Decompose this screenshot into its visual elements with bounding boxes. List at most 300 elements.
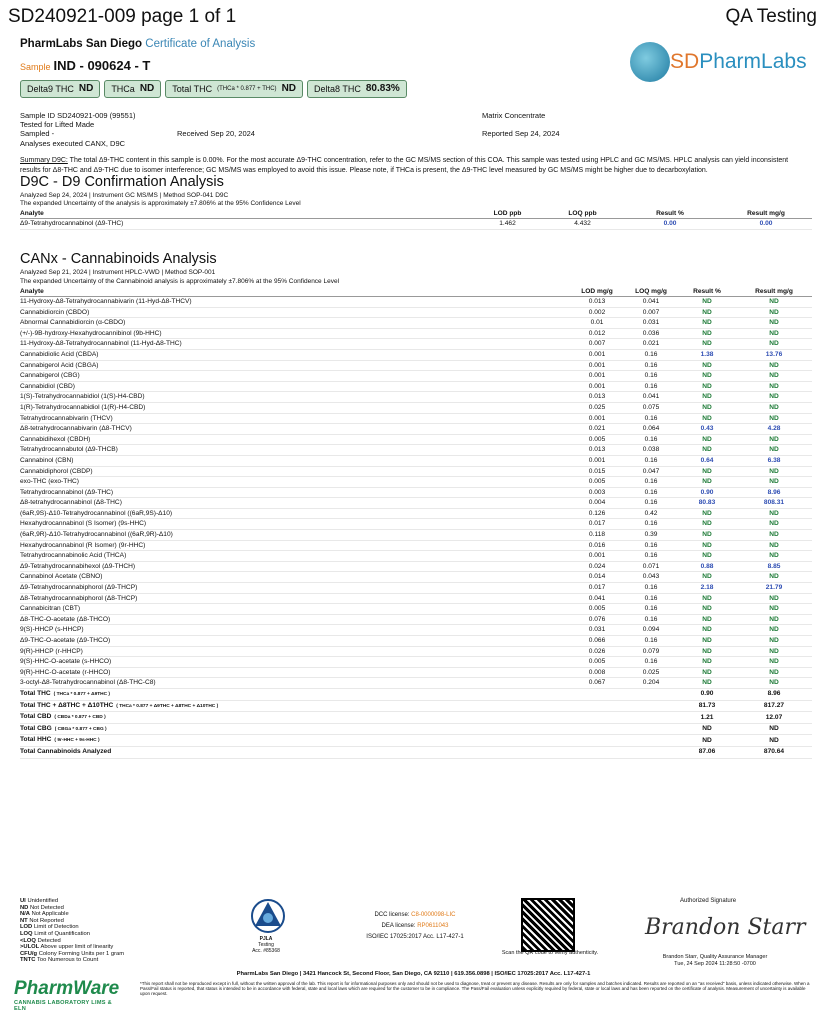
loq-value: 0.16 bbox=[624, 614, 678, 625]
signature: Brandon Starr bbox=[645, 915, 806, 940]
result-pct: ND bbox=[678, 625, 736, 636]
analyte-name: Cannabidiol (CBD) bbox=[20, 381, 570, 392]
result-pct: 0.00 bbox=[620, 219, 720, 230]
lod-value: 0.017 bbox=[570, 519, 624, 530]
result-pct: ND bbox=[678, 371, 736, 382]
lod-value: 0.007 bbox=[570, 339, 624, 350]
analyte-name: Tetrahydrocannabivarin (THCV) bbox=[20, 413, 570, 424]
sampled-field: Sampled - bbox=[20, 129, 55, 138]
analyte-name: Δ9-Tetrahydrocannabiphorol (Δ9-THCP) bbox=[20, 583, 570, 594]
analyte-name: Δ9-THC-O-acetate (Δ9-THCO) bbox=[20, 636, 570, 647]
legend-meaning: Not Detected bbox=[30, 904, 64, 911]
analyte-name: Cannabicitran (CBT) bbox=[20, 604, 570, 615]
result-pct: 0.64 bbox=[678, 455, 736, 466]
analyte-name: Hexahydrocannabinol (S Isomer) (9s-HHC) bbox=[20, 519, 570, 530]
analyte-name: Cannabidiorcin (CBDO) bbox=[20, 307, 570, 318]
col-result-pct: Result % bbox=[678, 287, 736, 297]
loq-value: 0.047 bbox=[624, 466, 678, 477]
table-row bbox=[20, 297, 812, 308]
lod-value: 0.01 bbox=[570, 318, 624, 329]
analyte-name: Cannabidihexol (CBDH) bbox=[20, 434, 570, 445]
table-row bbox=[20, 646, 812, 657]
loq-value: 0.16 bbox=[624, 455, 678, 466]
loq-value: 0.043 bbox=[624, 572, 678, 583]
loq-value: 0.025 bbox=[624, 667, 678, 678]
canx-body bbox=[20, 297, 812, 759]
result-mg: ND bbox=[736, 636, 812, 647]
result-pct: ND bbox=[678, 657, 736, 668]
matrix-field: Matrix Concentrate bbox=[482, 111, 546, 120]
total-mg: ND bbox=[736, 723, 812, 735]
lod-value: 0.013 bbox=[570, 392, 624, 403]
signer-name: Brandon Starr, Quality Assurance Manager bbox=[662, 954, 768, 960]
lod-value: 0.076 bbox=[570, 614, 624, 625]
analyte-name: (6aR,9R)-Δ10-Tetrahydrocannabinol ((6aR,9R)-Δ10) bbox=[20, 530, 570, 541]
result-mg: ND bbox=[736, 572, 812, 583]
loq-value: 0.021 bbox=[624, 339, 678, 350]
loq-value: 0.071 bbox=[624, 561, 678, 572]
result-mg: ND bbox=[736, 678, 812, 689]
legend-meaning: Above upper limit of linearity bbox=[40, 944, 114, 951]
reported-field: Reported Sep 24, 2024 bbox=[482, 129, 560, 138]
pharmware-name: PharmWare bbox=[14, 978, 120, 999]
pjla-accreditation-icon bbox=[243, 898, 293, 934]
iso-accreditation: ISO/IEC 17025:2017 Acc. L17-427-1 bbox=[366, 934, 464, 940]
col-result-mg: Result mg/g bbox=[720, 209, 812, 219]
result-mg: ND bbox=[736, 434, 812, 445]
table-row bbox=[20, 678, 812, 689]
lod-value: 0.001 bbox=[570, 455, 624, 466]
legend-abbr: LOQ bbox=[20, 930, 33, 937]
analyte-name: Cannabinol Acetate (CBNO) bbox=[20, 572, 570, 583]
total-formula: ( CBGa * 0.877 + CBG ) bbox=[54, 726, 107, 732]
legend-item bbox=[20, 918, 124, 925]
loq-value: 0.16 bbox=[624, 604, 678, 615]
result-pct: ND bbox=[678, 339, 736, 350]
analyte-name: (+/-)-9B-hydroxy-Hexahydrocannibinol (9b-HHC) bbox=[20, 328, 570, 339]
sample-prefix: Sample bbox=[20, 62, 51, 72]
analyte-name: Hexahydrocannabinol (R Isomer) (9r-HHC) bbox=[20, 540, 570, 551]
lod-value: 0.025 bbox=[570, 402, 624, 413]
analyte-name: 9(R)-HHC-O-acetate (r-HHCO) bbox=[20, 667, 570, 678]
d9c-title: D9C - D9 Confirmation Analysis bbox=[20, 174, 224, 190]
legend-abbr: LOD bbox=[20, 924, 33, 931]
result-mg: ND bbox=[736, 614, 812, 625]
result-mg: ND bbox=[736, 657, 812, 668]
loq-value: 0.064 bbox=[624, 424, 678, 435]
table-row bbox=[20, 657, 812, 668]
lod-value: 0.001 bbox=[570, 551, 624, 562]
result-mg: 8.85 bbox=[736, 561, 812, 572]
total-row bbox=[20, 700, 812, 712]
loq-value: 0.16 bbox=[624, 519, 678, 530]
d9c-meta: Analyzed Sep 24, 2024 | Instrument GC MS/MS | Method SOP-041 D9C bbox=[20, 192, 229, 199]
result-mg: ND bbox=[736, 328, 812, 339]
result-pct: ND bbox=[678, 307, 736, 318]
sample-id: IND - 090624 - T bbox=[53, 58, 151, 73]
badge-label: Delta8 THC bbox=[314, 84, 361, 94]
col-result-mg: Result mg/g bbox=[736, 287, 812, 297]
lab-title bbox=[20, 38, 255, 50]
loq-value: 0.075 bbox=[624, 402, 678, 413]
analyte-name: Tetrahydrocannabinolic Acid (THCA) bbox=[20, 551, 570, 562]
loq-value: 0.42 bbox=[624, 508, 678, 519]
summary-badges bbox=[20, 80, 407, 98]
lod-value: 0.013 bbox=[570, 445, 624, 456]
result-pct: ND bbox=[678, 604, 736, 615]
lod-value: 0.005 bbox=[570, 434, 624, 445]
loq-value: 0.16 bbox=[624, 583, 678, 594]
table-row bbox=[20, 339, 812, 350]
result-pct: ND bbox=[678, 402, 736, 413]
analyte-name: Cannabinol (CBN) bbox=[20, 455, 570, 466]
result-pct: 2.18 bbox=[678, 583, 736, 594]
pjla-sub: Testing bbox=[258, 942, 274, 948]
total-mg: 8.96 bbox=[736, 688, 812, 700]
legend-item bbox=[20, 938, 124, 945]
analyte-name: Tetrahydrocannabinol (Δ9-THC) bbox=[20, 487, 570, 498]
legend-item bbox=[20, 905, 124, 912]
result-pct: ND bbox=[678, 297, 736, 308]
result-mg: ND bbox=[736, 307, 812, 318]
table-row bbox=[20, 466, 812, 477]
result-pct: ND bbox=[678, 519, 736, 530]
total-row bbox=[20, 735, 812, 747]
sample-id-field: Sample ID SD240921-009 (99551) bbox=[20, 111, 136, 120]
lod-value: 0.026 bbox=[570, 646, 624, 657]
table-row bbox=[20, 498, 812, 509]
result-pct: ND bbox=[678, 328, 736, 339]
badge-label: THCa bbox=[111, 84, 135, 94]
lod-value: 0.005 bbox=[570, 657, 624, 668]
loq-value: 0.16 bbox=[624, 636, 678, 647]
loq-value: 0.204 bbox=[624, 678, 678, 689]
globe-icon bbox=[630, 42, 670, 82]
legend-meaning: Limit of Quantification bbox=[34, 930, 90, 937]
signer-block bbox=[640, 954, 790, 968]
loq-value: 0.39 bbox=[624, 530, 678, 541]
badge-thca bbox=[104, 80, 161, 98]
legend-abbr: UI bbox=[20, 898, 26, 904]
legend-abbr: CFU/g bbox=[20, 950, 38, 957]
result-pct: ND bbox=[678, 530, 736, 541]
result-mg: ND bbox=[736, 392, 812, 403]
tested-for-field: Tested for Lifted Made bbox=[20, 120, 95, 129]
result-pct: ND bbox=[678, 413, 736, 424]
loq-value: 4.432 bbox=[545, 219, 620, 230]
result-mg: ND bbox=[736, 593, 812, 604]
col-loq: LOQ ppb bbox=[545, 209, 620, 219]
canx-uncertainty: The expanded Uncertainty of the Cannabinoid analysis is approximately ±7.806% at the 95% Confidence Level bbox=[20, 278, 340, 285]
table-row bbox=[20, 508, 812, 519]
total-name bbox=[20, 700, 570, 712]
table-row bbox=[20, 445, 812, 456]
result-pct: 0.88 bbox=[678, 561, 736, 572]
loq-value: 0.16 bbox=[624, 381, 678, 392]
canx-title: CANx - Cannabinoids Analysis bbox=[20, 251, 217, 267]
result-pct: ND bbox=[678, 678, 736, 689]
loq-value: 0.16 bbox=[624, 487, 678, 498]
lod-value: 0.021 bbox=[570, 424, 624, 435]
badge-value: ND bbox=[78, 83, 94, 94]
analyte-name: exo-THC (exo-THC) bbox=[20, 477, 570, 488]
analyte-name: Abnormal Cannabidiorcin (α-CBDO) bbox=[20, 318, 570, 329]
doc-type: Certificate of Analysis bbox=[145, 38, 256, 50]
legend-meaning: Unidentified bbox=[27, 898, 59, 904]
lod-value: 0.126 bbox=[570, 508, 624, 519]
loq-value: 0.041 bbox=[624, 297, 678, 308]
pjla-label bbox=[243, 936, 289, 954]
total-mg: 870.64 bbox=[736, 746, 812, 758]
legend-abbr: N/A bbox=[20, 911, 30, 918]
result-pct: ND bbox=[678, 434, 736, 445]
total-row bbox=[20, 723, 812, 735]
result-mg: ND bbox=[736, 477, 812, 488]
table-row bbox=[20, 307, 812, 318]
summary-d9c bbox=[20, 156, 810, 175]
loq-value: 0.16 bbox=[624, 551, 678, 562]
analyte-name: 9(S)-HHCP (s-HHCP) bbox=[20, 625, 570, 636]
table-row bbox=[20, 434, 812, 445]
lod-value: 0.002 bbox=[570, 307, 624, 318]
qr-code-icon[interactable] bbox=[521, 898, 575, 952]
result-mg: ND bbox=[736, 625, 812, 636]
table-row bbox=[20, 360, 812, 371]
table-row bbox=[20, 219, 812, 230]
total-pct: 87.06 bbox=[678, 746, 736, 758]
result-mg: 6.38 bbox=[736, 455, 812, 466]
total-pct: 81.73 bbox=[678, 700, 736, 712]
table-row bbox=[20, 424, 812, 435]
legend-item bbox=[20, 911, 124, 918]
footer-address: PharmLabs San Diego | 3421 Hancock St, Second Floor, San Diego, CA 92110 | 619.356.0898 | ISO/IEC 17025:2017 Acc. L17-427-1 bbox=[236, 971, 591, 977]
loq-value: 0.16 bbox=[624, 477, 678, 488]
canx-table bbox=[20, 287, 812, 759]
badge-label: Delta9 THC bbox=[27, 84, 74, 94]
total-row bbox=[20, 746, 812, 758]
table-row bbox=[20, 636, 812, 647]
analyte-name: Cannabigerol (CBG) bbox=[20, 371, 570, 382]
pjla-name: PJLA bbox=[259, 936, 273, 942]
result-pct: ND bbox=[678, 360, 736, 371]
table-row bbox=[20, 318, 812, 329]
result-mg: ND bbox=[736, 318, 812, 329]
col-loq: LOQ mg/g bbox=[624, 287, 678, 297]
result-mg: 21.79 bbox=[736, 583, 812, 594]
lod-value: 0.024 bbox=[570, 561, 624, 572]
loq-value: 0.094 bbox=[624, 625, 678, 636]
total-label: Total CBD bbox=[20, 713, 52, 721]
analyte-name: Δ8-THC-O-acetate (Δ8-THCO) bbox=[20, 614, 570, 625]
table-row bbox=[20, 487, 812, 498]
col-lod: LOD mg/g bbox=[570, 287, 624, 297]
legend-meaning: Too Numerous to Count bbox=[36, 957, 99, 964]
result-pct: ND bbox=[678, 508, 736, 519]
abbreviation-legend bbox=[20, 898, 124, 964]
lod-value: 0.001 bbox=[570, 413, 624, 424]
analyte-name: 3-octyl-Δ8-Tetrahydrocannabinol (Δ8-THC-C8) bbox=[20, 678, 570, 689]
result-mg: 8.96 bbox=[736, 487, 812, 498]
received-field: Received Sep 20, 2024 bbox=[177, 129, 255, 138]
qa-testing-header: QA Testing bbox=[725, 6, 817, 27]
analyte-name: Cannabidiphorol (CBDP) bbox=[20, 466, 570, 477]
lod-value: 0.067 bbox=[570, 678, 624, 689]
analyte-name: (6aR,9S)-Δ10-Tetrahydrocannabinol ((6aR,9S)-Δ10) bbox=[20, 508, 570, 519]
lab-name: PharmLabs San Diego bbox=[20, 38, 143, 50]
total-row bbox=[20, 688, 812, 700]
result-pct: ND bbox=[678, 392, 736, 403]
badge-value: ND bbox=[281, 83, 297, 94]
signed-date: Tue, 24 Sep 2024 11:28:50 -0700 bbox=[674, 961, 756, 967]
qr-caption: Scan the QR code to verify authenticity. bbox=[501, 950, 599, 956]
pjla-acc: Acc. #85368 bbox=[252, 948, 280, 954]
total-label: Total THC + Δ8THC + Δ10THC bbox=[20, 701, 114, 709]
report-id-header: SD240921-009 page 1 of 1 bbox=[8, 6, 237, 27]
lod-value: 0.031 bbox=[570, 625, 624, 636]
result-mg: ND bbox=[736, 551, 812, 562]
loq-value: 0.16 bbox=[624, 413, 678, 424]
badge-delta9 bbox=[20, 80, 100, 98]
result-pct: ND bbox=[678, 318, 736, 329]
disclaimer: *This report shall not be reproduced except in full, without the written approval of the lab. This report is for informational purposes only and should not be used to diagnose, treat or prevent any disease. Results are only for samples and batches indicated. Results are reported on an "as received" basis, unless indicated otherwise. When a Pass/Fail status is reported, that status is intended to be in accordance with federal, state and local laws which are required for the customer to be in compliance. The Pass/Fail evaluation unless explicitly required by federal, state or local laws and has been reported on the certificate of analysis. Measurement of uncertainty is available upon request. bbox=[140, 981, 810, 996]
loq-value: 0.16 bbox=[624, 434, 678, 445]
sample-title bbox=[20, 58, 150, 73]
analyses-field: Analyses executed CANX, D9C bbox=[20, 139, 126, 148]
result-pct: ND bbox=[678, 551, 736, 562]
total-name bbox=[20, 735, 570, 747]
total-label: Total THC bbox=[20, 689, 51, 697]
canx-meta: Analyzed Sep 21, 2024 | Instrument HPLC-VWD | Method SOP-001 bbox=[20, 269, 216, 276]
legend-meaning: Detected bbox=[37, 937, 61, 944]
loq-value: 0.036 bbox=[624, 328, 678, 339]
table-row bbox=[20, 402, 812, 413]
lod-value: 0.003 bbox=[570, 487, 624, 498]
loq-value: 0.16 bbox=[624, 593, 678, 604]
dea-label: DEA license: bbox=[381, 923, 416, 929]
lod-value: 0.013 bbox=[570, 297, 624, 308]
loq-value: 0.16 bbox=[624, 540, 678, 551]
col-analyte: Analyte bbox=[20, 209, 470, 219]
loq-value: 0.16 bbox=[624, 360, 678, 371]
total-formula: ( 9r-HHC + 9s-HHC ) bbox=[54, 738, 100, 744]
total-formula: ( THCa * 0.877 + Δ9THC ) bbox=[53, 691, 111, 697]
legend-meaning: Colony Forming Units per 1 gram bbox=[38, 950, 125, 957]
result-pct: ND bbox=[678, 540, 736, 551]
result-mg: ND bbox=[736, 371, 812, 382]
result-mg: ND bbox=[736, 604, 812, 615]
result-mg: ND bbox=[736, 667, 812, 678]
table-row bbox=[20, 572, 812, 583]
analyte-name: 9(S)-HHC-O-acetate (s-HHCO) bbox=[20, 657, 570, 668]
d9c-table bbox=[20, 209, 812, 230]
table-row bbox=[20, 328, 812, 339]
table-row bbox=[20, 519, 812, 530]
result-mg: 808.31 bbox=[736, 498, 812, 509]
legend-item bbox=[20, 931, 124, 938]
table-row bbox=[20, 583, 812, 594]
table-row bbox=[20, 551, 812, 562]
result-mg: ND bbox=[736, 540, 812, 551]
analyte-name: Δ9-Tetrahydrocannabinol (Δ9-THC) bbox=[20, 219, 470, 230]
dcc-label: DCC license: bbox=[374, 912, 410, 918]
badge-total-thc bbox=[165, 80, 303, 98]
result-pct: ND bbox=[678, 667, 736, 678]
result-mg: ND bbox=[736, 402, 812, 413]
licenses bbox=[355, 910, 475, 943]
total-pct: ND bbox=[678, 723, 736, 735]
result-mg: ND bbox=[736, 339, 812, 350]
lod-value: 0.015 bbox=[570, 466, 624, 477]
total-label: Total HHC bbox=[20, 736, 52, 744]
result-pct: 1.38 bbox=[678, 349, 736, 360]
analyte-name: 11-Hydroxy-Δ8-Tetrahydrocannabivarin (11-Hyd-Δ8-THCV) bbox=[20, 297, 570, 308]
result-mg: ND bbox=[736, 413, 812, 424]
analyte-name: Cannabidiolic Acid (CBDA) bbox=[20, 349, 570, 360]
loq-value: 0.16 bbox=[624, 371, 678, 382]
logo-pharmlabs: PharmLabs bbox=[699, 50, 807, 73]
legend-meaning: Not Reported bbox=[29, 917, 64, 924]
logo-sd: SD bbox=[670, 50, 700, 73]
table-row bbox=[20, 530, 812, 541]
badge-value: ND bbox=[139, 83, 155, 94]
badge-formula: (THCa * 0.877 + THC) bbox=[217, 86, 277, 92]
total-mg: ND bbox=[736, 735, 812, 747]
analyte-name: Cannabigerol Acid (CBGA) bbox=[20, 360, 570, 371]
loq-value: 0.031 bbox=[624, 318, 678, 329]
analyte-name: Δ8-tetrahydrocannabivarin (Δ8-THCV) bbox=[20, 424, 570, 435]
legend-abbr: >ULOL bbox=[20, 944, 40, 951]
result-pct: ND bbox=[678, 477, 736, 488]
result-mg: ND bbox=[736, 445, 812, 456]
lod-value: 0.014 bbox=[570, 572, 624, 583]
loq-value: 0.041 bbox=[624, 392, 678, 403]
result-mg: ND bbox=[736, 381, 812, 392]
legend-item bbox=[20, 898, 124, 905]
legend-item bbox=[20, 944, 124, 951]
lod-value: 0.005 bbox=[570, 477, 624, 488]
total-label: Total Cannabinoids Analyzed bbox=[20, 747, 112, 755]
dea-license: RP0611043 bbox=[417, 923, 449, 929]
lod-value: 0.001 bbox=[570, 349, 624, 360]
pharmware-tag: CANNABIS LABORATORY LIMS & ELN bbox=[14, 1000, 113, 1012]
legend-meaning: Limit of Detection bbox=[33, 924, 79, 931]
summary-lead: Summary D9C: bbox=[20, 157, 68, 164]
result-mg: ND bbox=[736, 519, 812, 530]
result-pct: ND bbox=[678, 466, 736, 477]
loq-value: 0.038 bbox=[624, 445, 678, 456]
result-mg: ND bbox=[736, 508, 812, 519]
result-mg: 13.76 bbox=[736, 349, 812, 360]
result-mg: ND bbox=[736, 360, 812, 371]
badge-delta8 bbox=[307, 80, 407, 98]
analyte-name: Δ8-Tetrahydrocannabiphorol (Δ8-THCP) bbox=[20, 593, 570, 604]
d9c-uncertainty: The expanded Uncertainty of the analysis is approximately ±7.806% at the 95% Confidence Level bbox=[20, 200, 301, 207]
total-name bbox=[20, 723, 570, 735]
table-row bbox=[20, 371, 812, 382]
loq-value: 0.079 bbox=[624, 646, 678, 657]
legend-abbr: <LOQ bbox=[20, 937, 36, 944]
legend-item bbox=[20, 924, 124, 931]
result-mg: ND bbox=[736, 466, 812, 477]
dcc-license: C8-0000098-LIC bbox=[411, 912, 456, 918]
legend-meaning: Not Applicable bbox=[31, 911, 69, 918]
sdpharmlabs-logo bbox=[630, 42, 810, 84]
analyte-name: Tetrahydrocannabutol (Δ9-THCB) bbox=[20, 445, 570, 456]
result-pct: ND bbox=[678, 445, 736, 456]
badge-label: Total THC bbox=[172, 84, 213, 94]
lod-value: 0.017 bbox=[570, 583, 624, 594]
result-pct: ND bbox=[678, 646, 736, 657]
